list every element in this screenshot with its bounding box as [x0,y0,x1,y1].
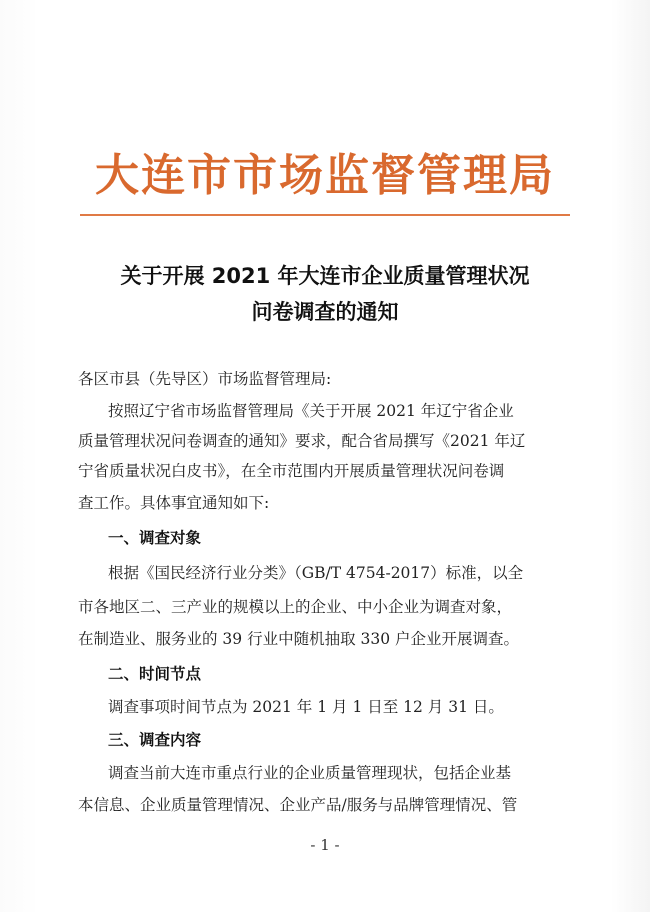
section-heading-timeline: 二、时间节点 [108,665,202,683]
section-line: 调查事项时间节点为 2021 年 1 月 1 日至 12 月 31 日。 [108,698,504,716]
section-line: 本信息、企业质量管理情况、企业产品/服务与品牌管理情况、管 [78,796,518,814]
section-heading-survey-content: 三、调查内容 [108,731,202,749]
section-heading-survey-target: 一、调查对象 [108,529,202,547]
letterhead-divider [80,214,570,216]
intro-line: 质量管理状况问卷调查的通知》要求，配合省局撰写《2021 年辽 [78,432,526,450]
page-number: - 1 - [310,836,340,854]
section-line: 根据《国民经济行业分类》（GB/T 4754-2017）标准，以全 [108,564,524,582]
section-line: 在制造业、服务业的 39 行业中随机抽取 330 户企业开展调查。 [78,630,520,648]
letterhead-agency-name: 大连市市场监督管理局 [95,150,555,201]
section-line: 市各地区二、三产业的规模以上的企业、中小企业为调查对象， [78,598,513,616]
intro-line: 查工作。具体事宜通知如下: [78,494,270,512]
salutation: 各区市县（先导区）市场监督管理局: [78,370,332,388]
intro-line: 宁省质量状况白皮书》，在全市范围内开展质量管理状况问卷调 [78,462,505,480]
intro-line: 按照辽宁省市场监督管理局《关于开展 2021 年辽宁省企业 [108,402,514,420]
section-line: 调查当前大连市重点行业的企业质量管理现状，包括企业基 [108,764,512,782]
document-title-line-1: 关于开展 2021 年大连市企业质量管理状况 [120,264,530,288]
document-title-line-2: 问卷调查的通知 [251,300,399,324]
